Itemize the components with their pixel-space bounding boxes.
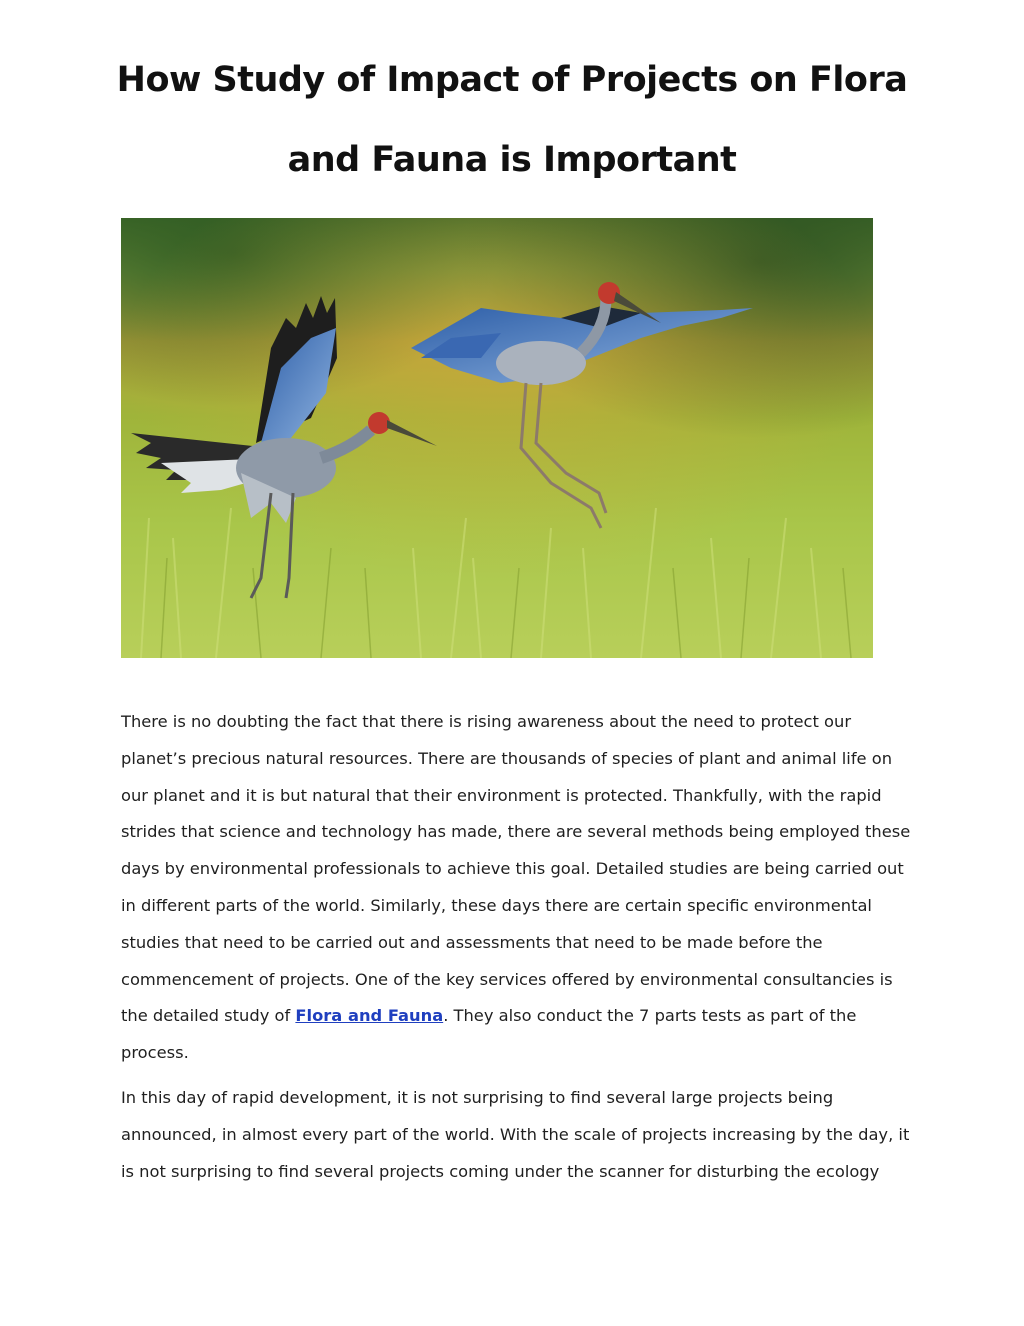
article-body [121,704,911,1198]
page-title-line-2: and Fauna is Important [287,140,737,180]
paragraph-1-tail: . They also conduct the 7 parts tests as part of the process. [121,1006,857,1063]
cranes-photo [121,218,873,658]
paragraph-1-text: There is no doubting the fact that there is rising awareness about the need to protect our planet’s precious natural resources. There are thousands of species of plant and animal life on our planet and it is but natural that their environment is protected. Thankfully, with the rapid strides that science and technology has made, there are several methods being employed these days by environmental professionals to achieve this goal. Detailed studies are being carried out in different parts of the world. Similarly, these days there are certain specific environmental studies that need to be carried out and assessments that need to be made before the commencement of projects. One of the key services offered by environmental consultancies is the detailed study of [121,712,911,1026]
flora-fauna-link[interactable]: Flora and Fauna [295,1006,444,1026]
page-title [100,40,924,200]
page-title-line-1: How Study of Impact of Projects on Flora [116,60,908,100]
paragraph-1 [121,704,911,1072]
paragraph-2: In this day of rapid development, it is not surprising to find several large projects being announced, in almost every part of the world. With the scale of projects increasing by the day, it is not surprising to find several projects coming under the scanner for disturbing the ecology [121,1087,910,1181]
cranes-illustration [121,218,873,658]
